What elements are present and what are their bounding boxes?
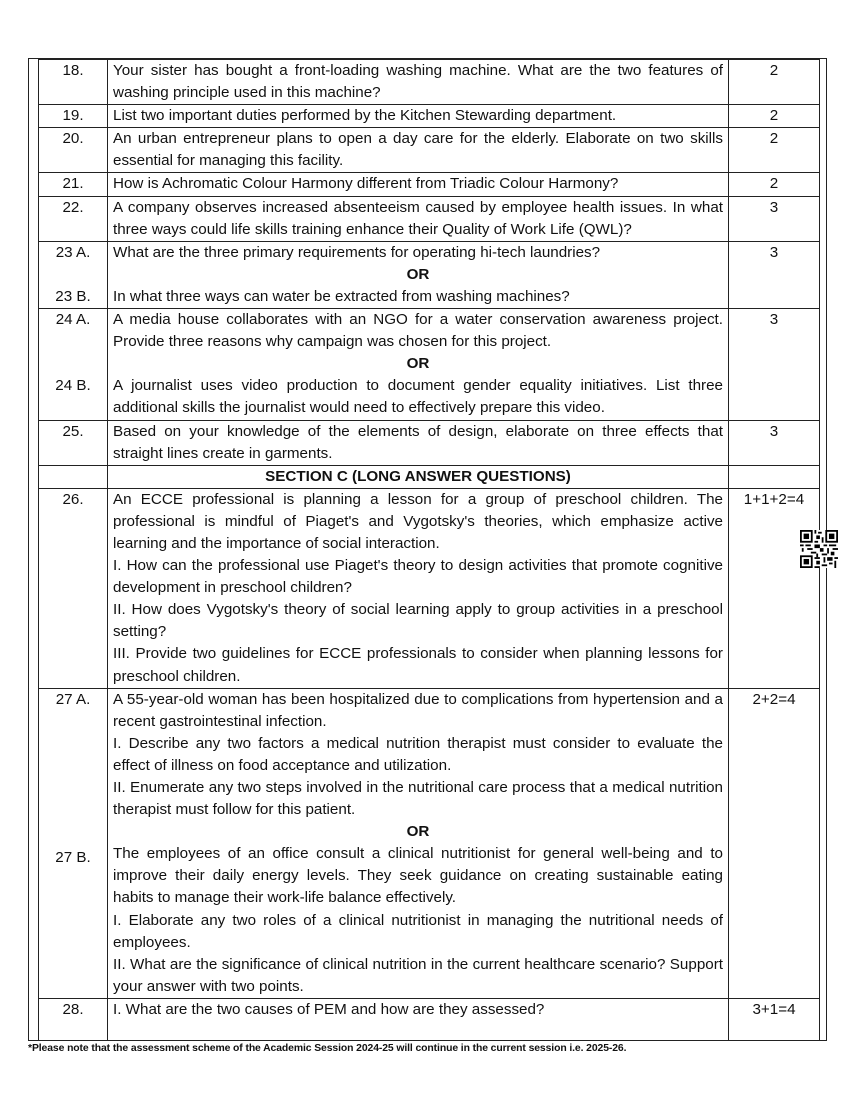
or-separator: OR bbox=[406, 355, 430, 373]
question-number-a: 24 A. bbox=[55, 311, 91, 329]
table-row bbox=[39, 998, 820, 1040]
marks: 2+2=4 bbox=[729, 688, 820, 998]
case-intro: The employees of an office consult a clinical nutritionist for general well-being and to improve their daily energy levels. They seek guidance on creating sustainable eating habits to manage their work-life balance effectively. bbox=[113, 845, 723, 907]
table-row bbox=[39, 420, 820, 465]
section-title: SECTION C (LONG ANSWER QUESTIONS) bbox=[108, 465, 729, 488]
question-text: How is Achromatic Colour Harmony different from Triadic Colour Harmony? bbox=[108, 173, 729, 196]
sub-question: II. Enumerate any two steps involved in the nutritional care process that a medical nutrition therapist must follow for this patient. bbox=[113, 779, 723, 819]
sub-question: I. Elaborate any two roles of a clinical nutritionist in managing the nutritional needs of employees. bbox=[113, 911, 723, 951]
question-text-cell bbox=[108, 488, 729, 688]
sub-question: II. What are the significance of clinical nutrition in the current healthcare scenario? Support your answer with two points. bbox=[113, 955, 723, 995]
qr-code-icon bbox=[800, 530, 838, 568]
table-row bbox=[39, 688, 820, 998]
case-intro: An ECCE professional is planning a lesson for a group of preschool children. The professional is mindful of Piaget's and Vygotsky's theories, which emphasize active learning and the importance of social interaction. bbox=[113, 490, 723, 552]
marks: 3 bbox=[729, 420, 820, 465]
sub-question: III. Provide two guidelines for ECCE professionals to consider when planning lessons for preschool children. bbox=[113, 645, 723, 685]
question-text-b: A journalist uses video production to document gender equality initiatives. List three additional skills the journalist would need to effectively prepare this video. bbox=[113, 377, 723, 417]
question-number-cell bbox=[39, 241, 108, 308]
question-table bbox=[38, 59, 820, 1041]
marks: 2 bbox=[729, 105, 820, 128]
table-row bbox=[39, 241, 820, 308]
question-number: 28. bbox=[39, 998, 108, 1040]
marks: 3 bbox=[729, 196, 820, 241]
table-row bbox=[39, 105, 820, 128]
section-header-row bbox=[39, 465, 820, 488]
marks: 1+1+2=4 bbox=[729, 488, 820, 688]
question-text-cell bbox=[108, 309, 729, 420]
question-text: A company observes increased absenteeism caused by employee health issues. In what three ways could life skills training enhance their Quality of Work Life (QWL)? bbox=[108, 196, 729, 241]
case-intro: A 55-year-old woman has been hospitalized due to complications from hypertension and a recent gastrointestinal infection. bbox=[113, 690, 723, 730]
table-row bbox=[39, 60, 820, 105]
sub-question: II. How does Vygotsky's theory of social learning apply to group activities in a preschool setting? bbox=[113, 601, 723, 641]
question-number: 19. bbox=[39, 105, 108, 128]
table-row bbox=[39, 196, 820, 241]
question-number: 22. bbox=[39, 196, 108, 241]
table-row bbox=[39, 488, 820, 688]
question-text-b: In what three ways can water be extracted from washing machines? bbox=[113, 287, 570, 305]
marks: 2 bbox=[729, 60, 820, 105]
question-number: 21. bbox=[39, 173, 108, 196]
question-number: 18. bbox=[39, 60, 108, 105]
question-text: I. What are the two causes of PEM and how are they assessed? bbox=[108, 998, 729, 1040]
question-text: List two important duties performed by the Kitchen Stewarding department. bbox=[108, 105, 729, 128]
table-row bbox=[39, 309, 820, 420]
marks: 2 bbox=[729, 128, 820, 173]
question-text: Your sister has bought a front-loading washing machine. What are the two features of washing principle used in this machine? bbox=[108, 60, 729, 105]
question-text-a: What are the three primary requirements for operating hi-tech laundries? bbox=[113, 243, 601, 261]
question-text-cell bbox=[108, 688, 729, 998]
question-number-b: 23 B. bbox=[55, 287, 91, 305]
question-number-a: 23 A. bbox=[55, 243, 91, 261]
question-number-b: 24 B. bbox=[55, 377, 91, 395]
marks: 2 bbox=[729, 173, 820, 196]
question-number-a: 27 A. bbox=[55, 690, 91, 708]
question-number-b: 27 B. bbox=[55, 849, 91, 867]
question-number: 25. bbox=[39, 420, 108, 465]
question-number-cell bbox=[39, 688, 108, 998]
marks: 3+1=4 bbox=[729, 998, 820, 1040]
table-row bbox=[39, 173, 820, 196]
or-separator: OR bbox=[406, 823, 430, 841]
question-number: 26. bbox=[39, 488, 108, 688]
sub-question: I. Describe any two factors a medical nutrition therapist must consider to evaluate the effect of illness on food acceptance and utilization. bbox=[113, 734, 723, 774]
question-number-cell bbox=[39, 309, 108, 420]
question-text-cell bbox=[108, 241, 729, 308]
footer-note: *Please note that the assessment scheme of the Academic Session 2024-25 will continue in the current session i.e. 2025-26. bbox=[28, 1043, 627, 1054]
table-row bbox=[39, 128, 820, 173]
question-text: An urban entrepreneur plans to open a day care for the elderly. Elaborate on two skills essential for managing this facility. bbox=[108, 128, 729, 173]
question-text: Based on your knowledge of the elements of design, elaborate on three effects that straight lines create in garments. bbox=[108, 420, 729, 465]
question-text-a: A media house collaborates with an NGO for a water conservation awareness project. Provide three reasons why campaign was chosen for this project. bbox=[113, 311, 723, 351]
or-separator: OR bbox=[406, 265, 430, 283]
sub-question: I. How can the professional use Piaget's theory to design activities that promote cognitive development in preschool children? bbox=[113, 557, 723, 597]
marks: 3 bbox=[729, 309, 820, 420]
question-number: 20. bbox=[39, 128, 108, 173]
marks: 3 bbox=[729, 241, 820, 308]
